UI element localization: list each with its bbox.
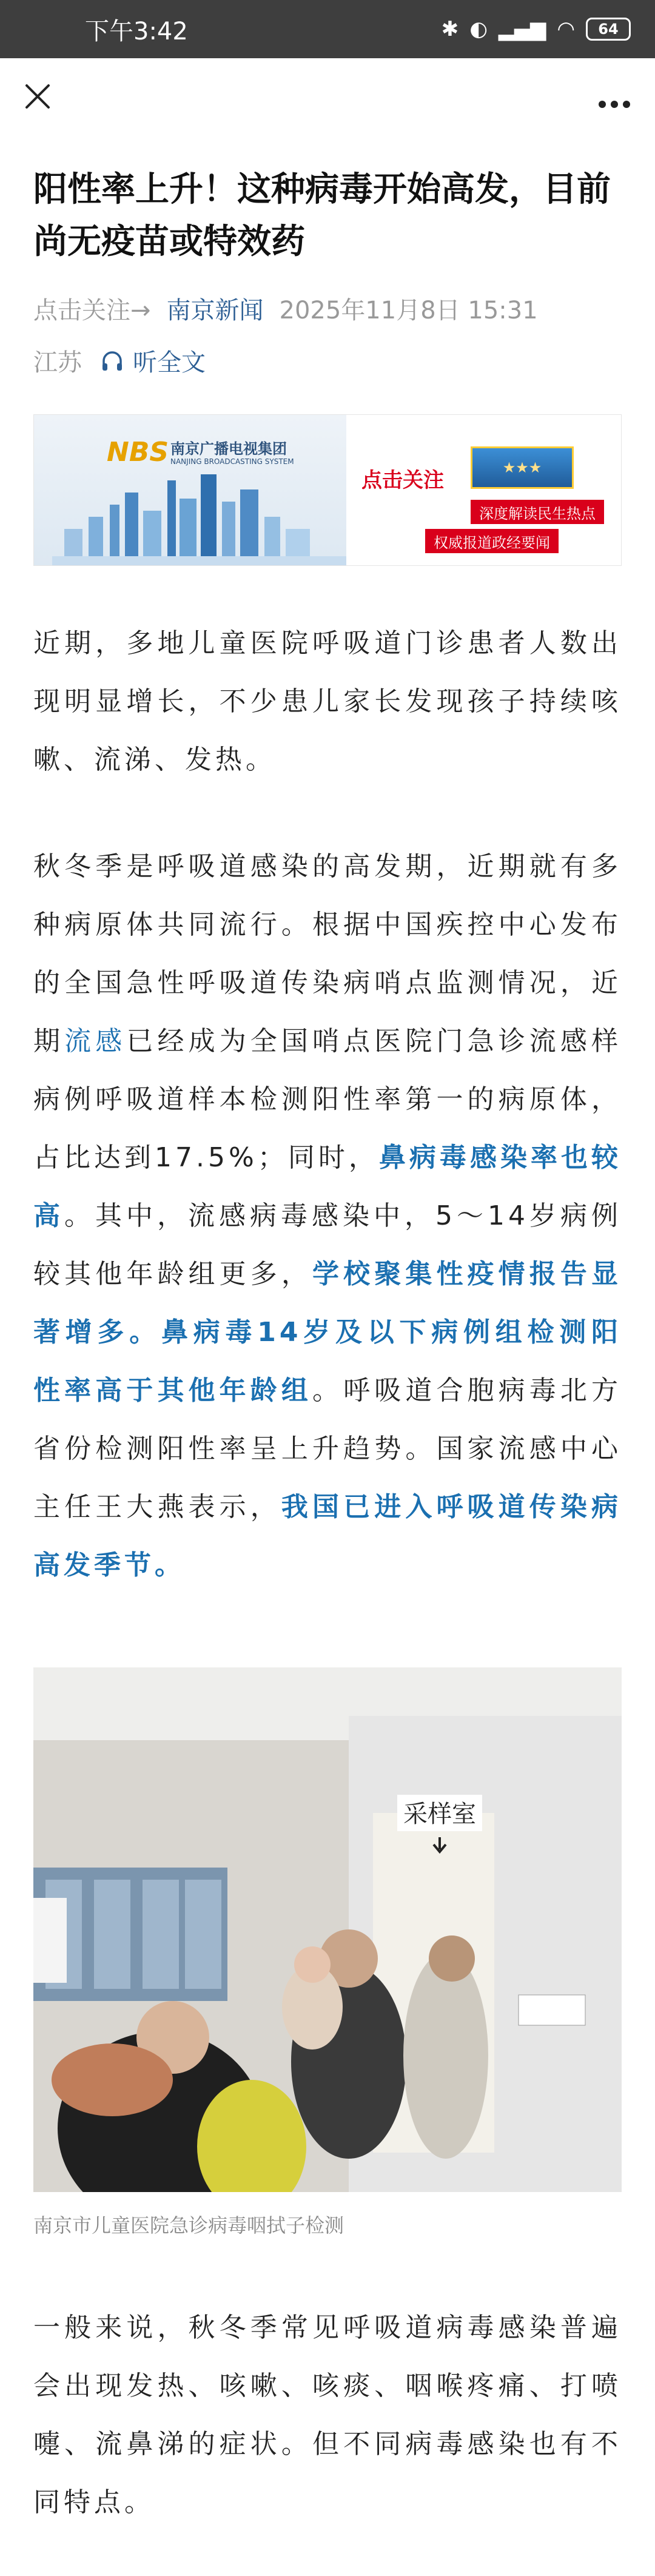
para2-highlight-rhinovirus: 鼻病毒感染率也较高 [33, 1142, 622, 1231]
city-skyline-illustration [52, 462, 368, 565]
banner-app-badge: ★★★ [471, 446, 574, 489]
banner-tag2: 权威报道政经要闻 [425, 529, 559, 553]
promo-banner[interactable] [33, 414, 622, 566]
para2-text-2: 已经成为全国哨点医院门急诊流感样病例呼吸道样本检测阳性率第一的病原体，占比达到17.5%；同时， [33, 1026, 622, 1173]
status-time: 下午3:42 [85, 17, 188, 45]
article-meta [33, 292, 622, 329]
banner-follow-panel [346, 415, 622, 566]
listen-label: 听全文 [133, 349, 206, 377]
nav-bar [0, 58, 655, 137]
para2-text-4: 。呼吸道合胞病毒北方省份检测阳性率呈上升趋势。国家流感中心主任王大燕表示， [33, 1375, 622, 1522]
banner-tag1: 深度解读民生热点 [471, 500, 604, 524]
vibrate-icon: ◐ [469, 17, 488, 41]
photo-sign-text: 采样室 [403, 1801, 476, 1828]
publish-datetime: 2025年11月8日 15:31 [279, 297, 538, 325]
para2-text-3: 。其中，流感病毒感染中，5～14岁病例较其他年龄组更多， [33, 1200, 622, 1290]
status-bar [0, 0, 655, 58]
status-icons [442, 17, 631, 41]
para2-highlight-flu: 流感 [64, 1026, 127, 1057]
paragraph-2 [33, 838, 622, 1595]
para2-highlight-school: 学校聚集性疫情报告显著增多。鼻病毒14岁及以下病例组检测阳性率高于其他年龄组 [33, 1259, 622, 1406]
para2-text-1: 秋冬季是呼吸道感染的高发期，近期就有多种病原体共同流行。根据中国疾控中心发布的全国急性呼吸道传染病哨点监测情况，近期 [33, 851, 622, 1057]
follow-link[interactable]: 点击关注→ [33, 297, 151, 325]
bluetooth-icon: ✱ [441, 17, 459, 41]
paragraph-3: 一般来说，秋冬季常见呼吸道病毒感染普遍会出现发热、咳嗽、咳痰、咽喉疼痛、打喷嚏、流鼻涕的症状。但不同病毒感染也有不同特点。 [33, 2312, 622, 2518]
more-options-icon[interactable] [598, 81, 631, 114]
article-meta-row2 [33, 343, 622, 378]
wifi-icon: ◠ [557, 17, 575, 41]
banner-follow-label: 点击关注 [361, 468, 444, 493]
banner-org-name-en: NANJING BROADCASTING SYSTEM [170, 457, 294, 466]
headphone-icon [100, 349, 124, 373]
close-icon[interactable] [24, 79, 51, 116]
photo-caption: 南京市儿童医院急诊病毒咽拭子检测 [33, 2214, 344, 2237]
hospital-waiting-room-image [33, 1667, 622, 2192]
para2-highlight-season: 我国已进入呼吸道传染病高发季节。 [33, 1491, 622, 1581]
source-link[interactable]: 南京新闻 [166, 297, 264, 325]
article-title: 阳性率上升！这种病毒开始高发，目前尚无疫苗或特效药 [33, 170, 611, 261]
region-label: 江苏 [33, 349, 82, 377]
hospital-photo[interactable] [33, 1667, 622, 2192]
listen-button[interactable] [100, 343, 206, 378]
banner-org-name: 南京广播电视集团 [170, 440, 287, 457]
signal-icon: ▂▄▆ [498, 17, 546, 41]
paragraph-1: 近期，多地儿童医院呼吸道门诊患者人数出现明显增长，不少患儿家长发现孩子持续咳嗽、流涕、发热。 [33, 628, 622, 775]
nbs-logo: NBS [107, 437, 169, 468]
battery-icon: 64 [586, 18, 631, 41]
article [33, 164, 622, 2532]
